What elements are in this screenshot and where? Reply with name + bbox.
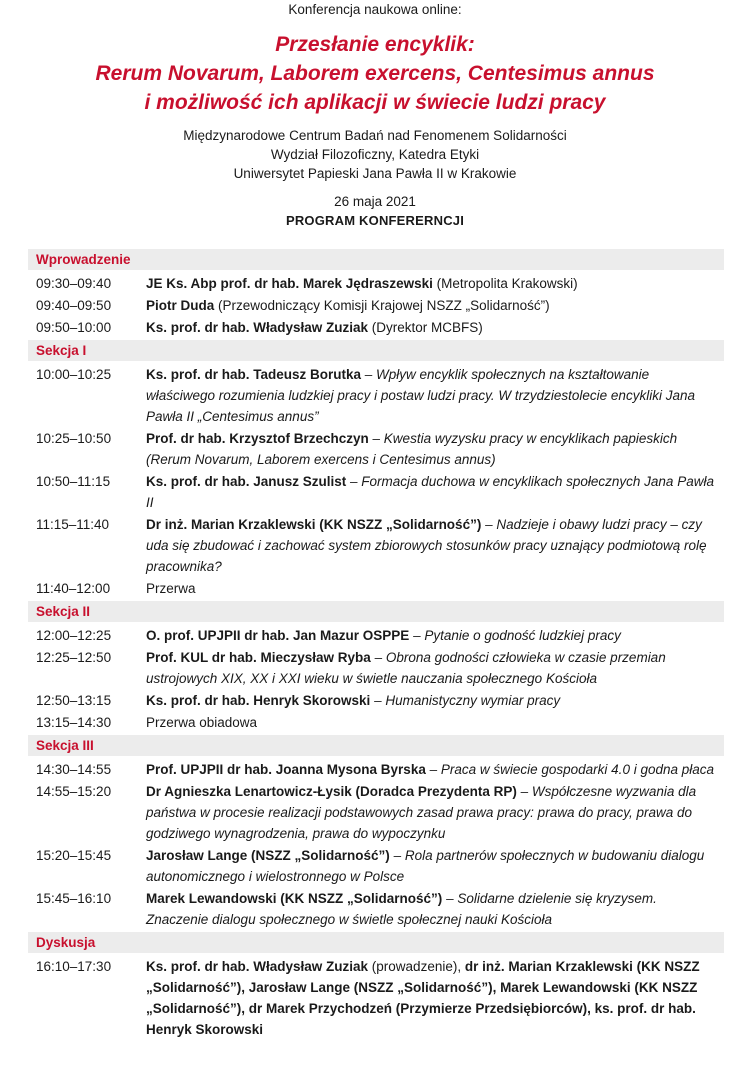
row-affiliation: (Dyrektor MCBFS) (368, 320, 483, 335)
row-moderator-role: (prowadzenie), (368, 959, 465, 974)
row-speaker: Prof. UPJPII dr hab. Joanna Mysona Byrska (146, 762, 426, 777)
row-description (146, 647, 724, 689)
row-topic: – Praca w świecie gospodarki 4.0 i godna płaca (425, 762, 715, 777)
row-time: 11:40–12:00 (36, 581, 111, 596)
section-header-dyskusja: Dyskusja (28, 932, 724, 953)
program-row (28, 625, 724, 646)
row-description (146, 781, 724, 844)
row-topic: – Kwestia wyzysku pracy w encyklikach papieskich (Rerum Novarum, Laborem exercens i Centesimus annus) (146, 431, 678, 467)
row-time: 09:50–10:00 (36, 320, 112, 335)
row-speaker: Marek Lewandowski (KK NSZZ „Solidarność”) (146, 891, 443, 906)
row-topic: – Pytanie o godność ludzkiej pracy (409, 628, 621, 643)
conference-title (0, 30, 750, 117)
organizers (0, 126, 750, 183)
row-time: 10:50–11:15 (36, 474, 111, 489)
conference-date: 26 maja 2021 (334, 194, 416, 209)
row-description (146, 471, 724, 513)
row-speaker: Jarosław Lange (NSZZ „Solidarność”) (146, 848, 390, 863)
conference-subtitle: Konferencja naukowa online: (288, 2, 462, 17)
row-topic: – Rola partnerów społecznych w budowaniu dialogu autonomicznego i wielostronnego w Polsce (146, 848, 705, 884)
row-speaker: Ks. prof. dr hab. Władysław Zuziak (146, 320, 369, 335)
row-speaker: Ks. prof. dr hab. Henryk Skorowski (146, 693, 371, 708)
organizer-line-1: Międzynarodowe Centrum Badań nad Fenomenem Solidarności (183, 128, 567, 143)
row-topic: – Solidarne dzielenie się kryzysem. Znaczenie dialogu społecznego w świetle społecznej nauki Kościoła (146, 891, 657, 927)
row-moderator: Ks. prof. dr hab. Władysław Zuziak (146, 959, 369, 974)
row-description (146, 364, 724, 427)
row-description (146, 956, 724, 1040)
row-time: 09:40–09:50 (36, 298, 112, 313)
row-time: 15:45–16:10 (36, 891, 112, 906)
row-description (146, 690, 724, 711)
row-time: 12:25–12:50 (36, 650, 112, 665)
title-line-2: Rerum Novarum, Laborem exercens, Centesimus annus (95, 62, 655, 85)
row-description (146, 888, 724, 930)
organizer-line-2: Wydział Filozoficzny, Katedra Etyki (270, 147, 480, 162)
row-topic: – Współczesne wyzwania dla państwa w procesie realizacji podstawowych zasad prawa pracy: prawa do pracy, prawa do godziwego wynagrodzenia, prawa do wypoczynku (146, 784, 697, 841)
program-row (28, 781, 724, 844)
row-time: 12:50–13:15 (36, 693, 112, 708)
row-speaker: Dr Agnieszka Lenartowicz-Łysik (Doradca Prezydenta RP) (146, 784, 517, 799)
row-time: 09:30–09:40 (36, 276, 112, 291)
title-line-3: i możliwość ich aplikacji w świecie ludzi pracy (144, 91, 606, 114)
row-speaker: Piotr Duda (146, 298, 215, 313)
row-topic: – Humanistyczny wymiar pracy (370, 693, 561, 708)
row-description (146, 514, 724, 577)
program-title: PROGRAM KONFERERNCJI (285, 213, 465, 228)
program-row (28, 317, 724, 338)
row-description (146, 625, 724, 646)
row-time: 16:10–17:30 (36, 959, 112, 974)
section-header-sekcja-2: Sekcja II (28, 601, 724, 622)
row-speaker: Prof. dr hab. Krzysztof Brzechczyn (146, 431, 369, 446)
row-topic: – Wpływ encyklik społecznych na kształtowanie właściwego rozumienia ludzkiej pracy i postaw ludzi pracy. W trzydziestolecie encykliki Jana Pawła II „Centesimus annus” (146, 367, 695, 424)
row-speaker: JE Ks. Abp prof. dr hab. Marek Jędraszewski (146, 276, 433, 291)
row-topic: – Obrona godności człowieka w czasie przemian ustrojowych XIX, XX i XXI wieku w świetle nauczania społecznego Kościoła (146, 650, 666, 686)
program-row (28, 647, 724, 689)
row-time: 14:55–15:20 (36, 784, 112, 799)
row-description (146, 428, 724, 470)
program-row (28, 888, 724, 930)
row-time: 10:00–10:25 (36, 367, 112, 382)
row-time: 10:25–10:50 (36, 431, 112, 446)
row-panelists: dr inż. Marian Krzaklewski (KK NSZZ „Solidarność”), Jarosław Lange (NSZZ „Solidarność”), Marek Lewandowski (KK NSZZ „Solidarność”), dr Marek Przychodzeń (Przymierze Przedsiębiorców), ks. prof. dr hab. Henryk Skorowski (146, 959, 700, 1037)
section-header-sekcja-3: Sekcja III (28, 735, 724, 756)
program-row (28, 428, 724, 470)
row-break-label: Przerwa obiadowa (146, 715, 258, 730)
program-row (28, 364, 724, 427)
row-description (146, 273, 724, 294)
row-time: 13:15–14:30 (36, 715, 112, 730)
title-line-1: Przesłanie encyklik: (275, 33, 475, 56)
row-description (146, 712, 724, 733)
row-speaker: Ks. prof. dr hab. Tadeusz Borutka (146, 367, 362, 382)
row-speaker: O. prof. UPJPII dr hab. Jan Mazur OSPPE (146, 628, 410, 643)
row-topic: – Nadzieje i obawy ludzi pracy – czy uda się zbudować i zachować system zbiorowych stosunków pracy uznający podmiotową rolę pracownika? (146, 517, 707, 574)
program-table (28, 247, 724, 1041)
program-row (28, 273, 724, 294)
row-affiliation: (Metropolita Krakowski) (432, 276, 578, 291)
program-row (28, 295, 724, 316)
row-affiliation: (Przewodniczący Komisji Krajowej NSZZ „Solidarność”) (214, 298, 550, 313)
program-row (28, 578, 724, 599)
row-speaker: Dr inż. Marian Krzaklewski (KK NSZZ „Solidarność”) (146, 517, 482, 532)
row-topic: – Formacja duchowa w encyklikach społecznych Jana Pawła II (146, 474, 714, 510)
row-speaker: Ks. prof. dr hab. Janusz Szulist (146, 474, 347, 489)
program-row (28, 845, 724, 887)
row-time: 15:20–15:45 (36, 848, 112, 863)
row-description (146, 759, 724, 780)
program-row (28, 956, 724, 1040)
program-row (28, 690, 724, 711)
row-description (146, 317, 724, 338)
row-time: 14:30–14:55 (36, 762, 112, 777)
section-header-wprowadzenie: Wprowadzenie (28, 249, 724, 270)
organizer-line-3: Uniwersytet Papieski Jana Pawła II w Krakowie (233, 166, 517, 181)
row-time: 12:00–12:25 (36, 628, 112, 643)
row-description (146, 845, 724, 887)
program-row (28, 712, 724, 733)
program-row (28, 514, 724, 577)
row-description (146, 295, 724, 316)
row-speaker: Prof. KUL dr hab. Mieczysław Ryba (146, 650, 371, 665)
program-row (28, 759, 724, 780)
row-time: 11:15–11:40 (36, 517, 110, 532)
row-description (146, 578, 724, 599)
row-break-label: Przerwa (146, 581, 196, 596)
program-row (28, 471, 724, 513)
section-header-sekcja-1: Sekcja I (28, 340, 724, 361)
